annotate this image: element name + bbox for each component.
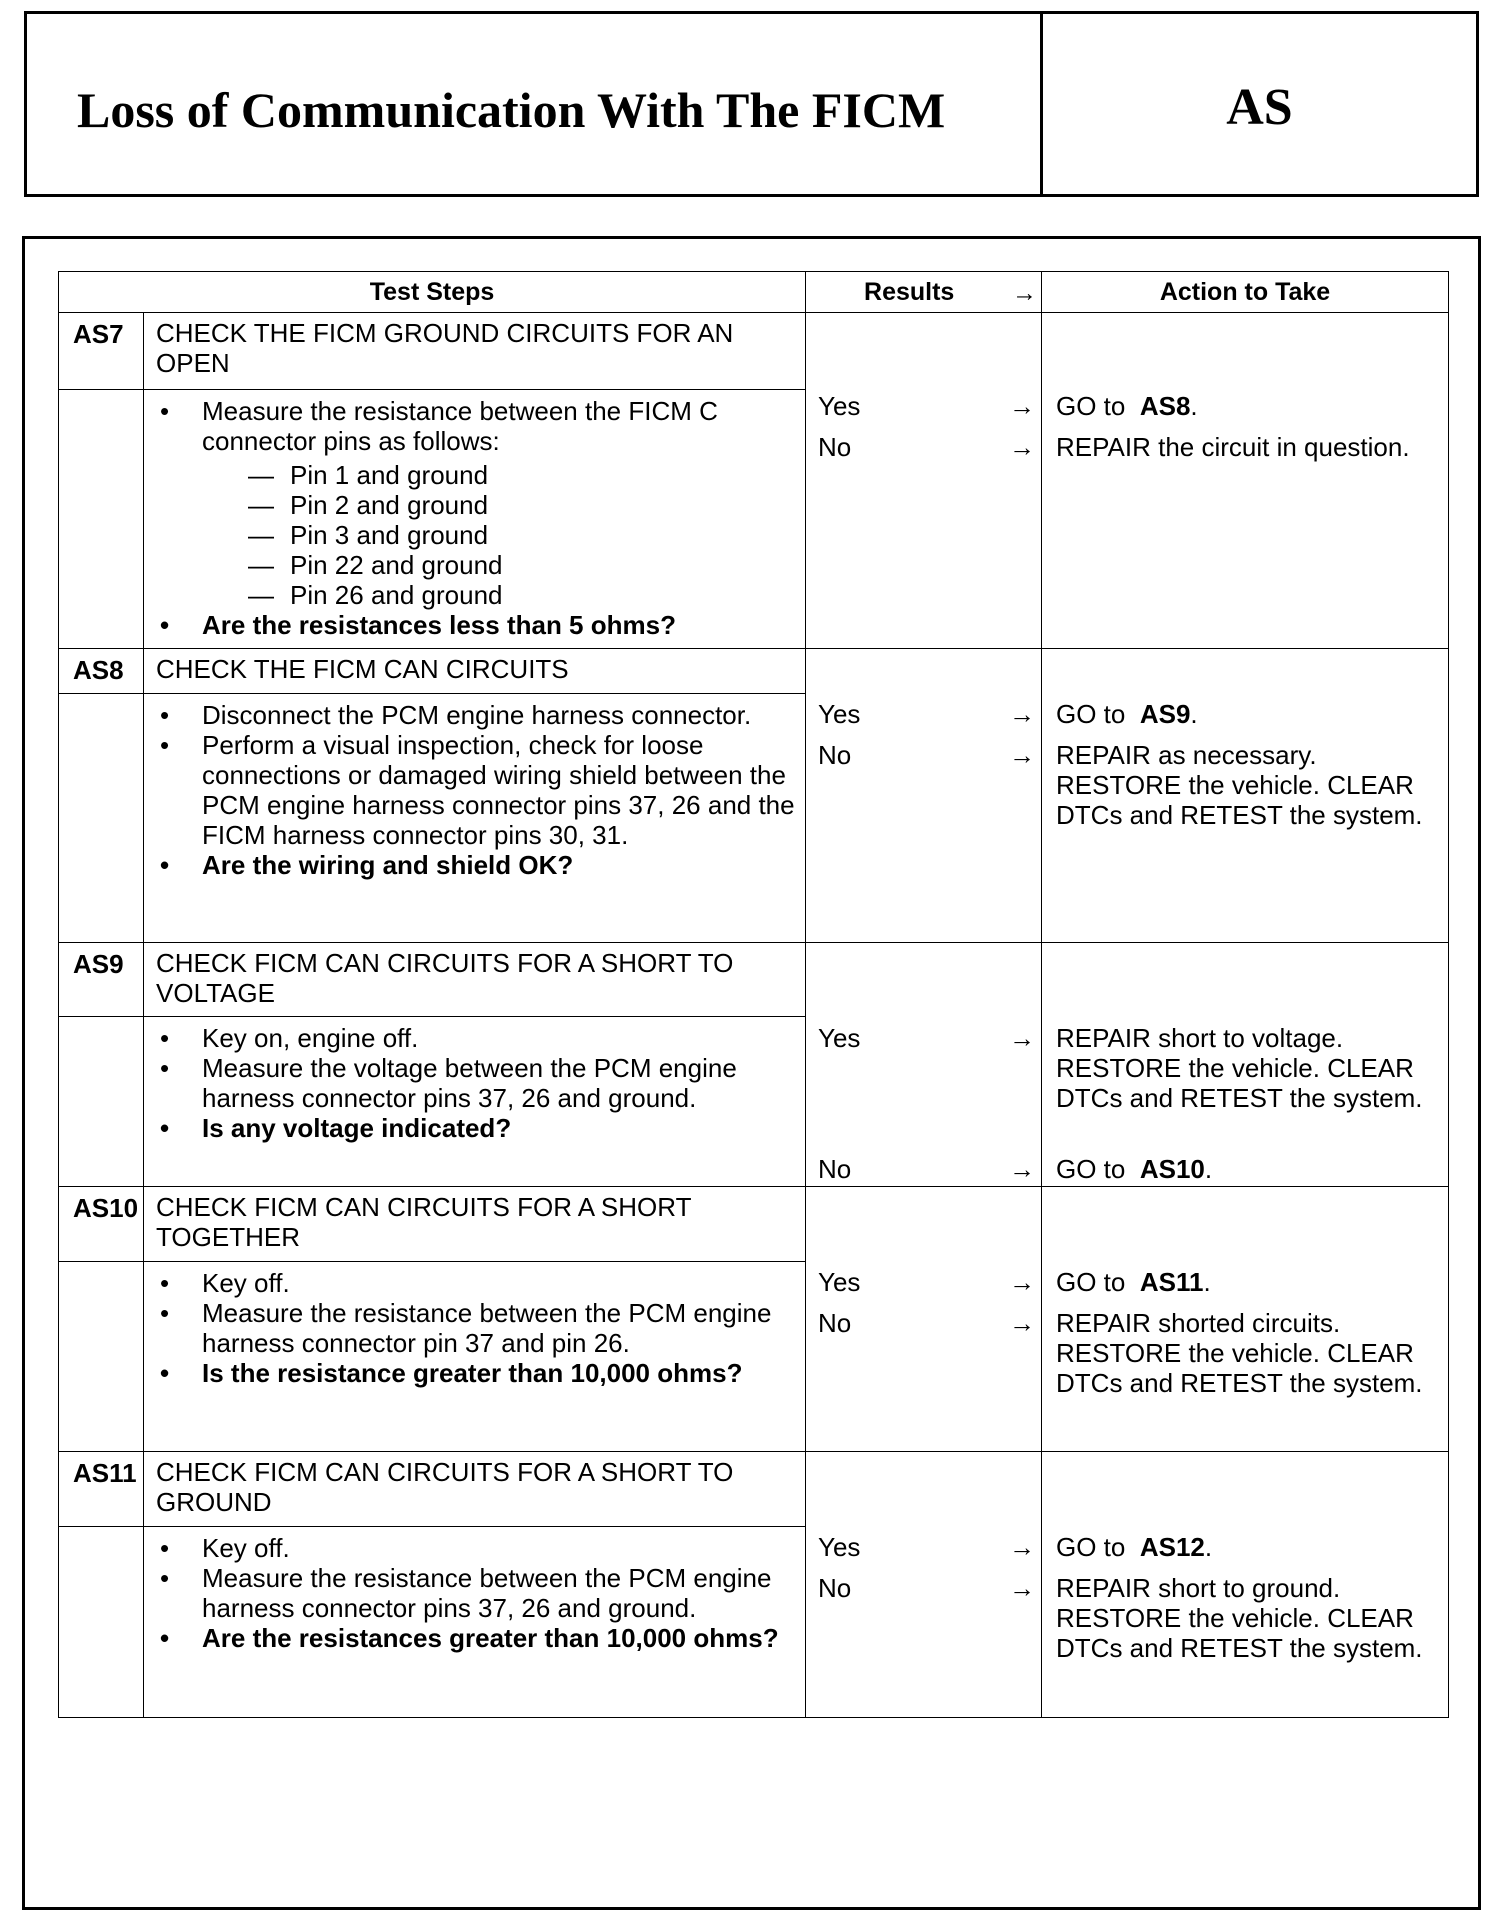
step-row bbox=[59, 649, 1449, 694]
action-cell bbox=[1042, 1187, 1449, 1452]
table-header-row bbox=[59, 272, 1449, 313]
results-cell bbox=[806, 943, 1042, 1187]
action-cell bbox=[1042, 649, 1449, 943]
step-id: AS11 bbox=[59, 1452, 144, 1527]
step-body bbox=[144, 694, 806, 943]
step-link: AS9 bbox=[1139, 699, 1191, 729]
action-yes: REPAIR short to voltage. RESTORE the vehicle. CLEAR DTCs and RETEST the system. bbox=[1056, 1023, 1423, 1113]
step-id-spacer bbox=[59, 1262, 144, 1452]
step-question: • Are the wiring and shield OK? bbox=[156, 850, 795, 880]
step-title: CHECK FICM CAN CIRCUITS FOR A SHORT TO VOLTAGE bbox=[144, 943, 806, 1017]
action-yes: GO to AS12. bbox=[1056, 1532, 1213, 1562]
step-title: CHECK THE FICM GROUND CIRCUITS FOR AN OPEN bbox=[144, 313, 806, 390]
step-bullet: • Key off. bbox=[156, 1268, 795, 1298]
procedure-frame bbox=[22, 236, 1481, 1910]
step-row bbox=[59, 1187, 1449, 1262]
result-no: No → bbox=[818, 1308, 1036, 1338]
pin-list bbox=[202, 460, 795, 610]
right-arrow-icon: → bbox=[1009, 391, 1036, 421]
col-results-label: Results bbox=[864, 278, 955, 306]
action-no: GO to AS10. bbox=[1056, 1154, 1213, 1184]
result-yes: Yes → bbox=[818, 699, 1036, 729]
step-body bbox=[144, 1527, 806, 1718]
header bbox=[24, 11, 1479, 197]
pin-item: — Pin 3 and ground bbox=[202, 520, 795, 550]
action-cell bbox=[1042, 943, 1449, 1187]
step-title: CHECK FICM CAN CIRCUITS FOR A SHORT TO GROUND bbox=[144, 1452, 806, 1527]
step-id: AS9 bbox=[59, 943, 144, 1017]
test-steps-table bbox=[58, 271, 1449, 1718]
step-bullet: • Measure the voltage between the PCM engine harness connector pins 37, 26 and ground. bbox=[156, 1053, 795, 1113]
results-cell bbox=[806, 649, 1042, 943]
section-code: AS bbox=[1226, 78, 1293, 136]
col-results bbox=[806, 272, 1042, 313]
result-no: No → bbox=[818, 740, 1036, 770]
step-id: AS8 bbox=[59, 649, 144, 694]
results-cell bbox=[806, 1452, 1042, 1718]
pin-item: — Pin 26 and ground bbox=[202, 580, 795, 610]
right-arrow-icon: → bbox=[1009, 740, 1036, 770]
action-yes: GO to AS8. bbox=[1056, 391, 1198, 421]
step-body bbox=[144, 1017, 806, 1187]
step-body bbox=[144, 390, 806, 649]
step-link: AS12 bbox=[1139, 1532, 1205, 1562]
result-no: No → bbox=[818, 1154, 1036, 1184]
result-yes: Yes → bbox=[818, 1267, 1036, 1297]
right-arrow-icon: → bbox=[1009, 1267, 1036, 1297]
step-body bbox=[144, 1262, 806, 1452]
result-yes: Yes → bbox=[818, 391, 1036, 421]
action-cell bbox=[1042, 1452, 1449, 1718]
right-arrow-icon: → bbox=[1009, 1023, 1036, 1053]
col-test-steps: Test Steps bbox=[59, 272, 806, 313]
step-question: • Are the resistances greater than 10,000 ohms? bbox=[156, 1623, 795, 1653]
step-id-spacer bbox=[59, 694, 144, 943]
step-bullet: • Perform a visual inspection, check for loose connections or damaged wiring shield between the PCM engine harness connector pins 37, 26 and the FICM harness connector pins 30, 31. bbox=[156, 730, 795, 850]
page-title: Loss of Communication With The FICM bbox=[27, 14, 1043, 194]
right-arrow-icon: → bbox=[1009, 1308, 1036, 1338]
step-row bbox=[59, 313, 1449, 390]
right-arrow-icon: → bbox=[1009, 1154, 1036, 1184]
pin-item: — Pin 2 and ground bbox=[202, 490, 795, 520]
step-bullet: • Measure the resistance between the FICM C connector pins as follows: — Pin 1 and ground — Pin 2 and ground — Pin 3 and ground — Pin 22 and ground — Pin 26 and ground bbox=[156, 396, 795, 610]
step-bullet: • Key on, engine off. bbox=[156, 1023, 795, 1053]
step-link: AS10 bbox=[1139, 1154, 1205, 1184]
results-cell bbox=[806, 1187, 1042, 1452]
right-arrow-icon: → bbox=[1009, 699, 1036, 729]
right-arrow-icon: → bbox=[1009, 432, 1036, 462]
right-arrow-icon: → bbox=[1009, 1532, 1036, 1562]
step-question: • Are the resistances less than 5 ohms? bbox=[156, 610, 795, 640]
step-bullet: • Measure the resistance between the PCM engine harness connector pin 37 and pin 26. bbox=[156, 1298, 795, 1358]
step-row bbox=[59, 1452, 1449, 1527]
step-bullet: • Measure the resistance between the PCM engine harness connector pins 37, 26 and ground. bbox=[156, 1563, 795, 1623]
step-question: • Is the resistance greater than 10,000 ohms? bbox=[156, 1358, 795, 1388]
right-arrow-icon: → bbox=[1009, 1573, 1036, 1603]
step-bullet: • Disconnect the PCM engine harness connector. bbox=[156, 700, 795, 730]
step-row bbox=[59, 943, 1449, 1017]
step-title: CHECK THE FICM CAN CIRCUITS bbox=[144, 649, 806, 694]
action-no: REPAIR as necessary. RESTORE the vehicle. CLEAR DTCs and RETEST the system. bbox=[1056, 740, 1423, 830]
step-id-spacer bbox=[59, 1527, 144, 1718]
step-title: CHECK FICM CAN CIRCUITS FOR A SHORT TOGETHER bbox=[144, 1187, 806, 1262]
result-yes: Yes → bbox=[818, 1532, 1036, 1562]
action-yes: GO to AS11. bbox=[1056, 1267, 1211, 1297]
step-id: AS7 bbox=[59, 313, 144, 390]
right-arrow-icon: → bbox=[1012, 279, 1038, 307]
action-no: REPAIR shorted circuits. RESTORE the vehicle. CLEAR DTCs and RETEST the system. bbox=[1056, 1308, 1423, 1398]
result-no: No → bbox=[818, 1573, 1036, 1603]
step-id-spacer bbox=[59, 1017, 144, 1187]
pin-item: — Pin 22 and ground bbox=[202, 550, 795, 580]
result-yes: Yes → bbox=[818, 1023, 1036, 1053]
step-link: AS8 bbox=[1139, 391, 1191, 421]
pin-item: — Pin 1 and ground bbox=[202, 460, 795, 490]
step-question: • Is any voltage indicated? bbox=[156, 1113, 795, 1143]
action-no: REPAIR the circuit in question. bbox=[1056, 432, 1410, 462]
col-action: Action to Take bbox=[1042, 272, 1449, 313]
step-id: AS10 bbox=[59, 1187, 144, 1262]
step-link: AS11 bbox=[1139, 1267, 1204, 1297]
results-cell bbox=[806, 313, 1042, 649]
step-id-spacer bbox=[59, 390, 144, 649]
result-no: No → bbox=[818, 432, 1036, 462]
step-bullet: • Key off. bbox=[156, 1533, 795, 1563]
action-yes: GO to AS9. bbox=[1056, 699, 1198, 729]
action-cell bbox=[1042, 313, 1449, 649]
action-no: REPAIR short to ground. RESTORE the vehicle. CLEAR DTCs and RETEST the system. bbox=[1056, 1573, 1423, 1663]
